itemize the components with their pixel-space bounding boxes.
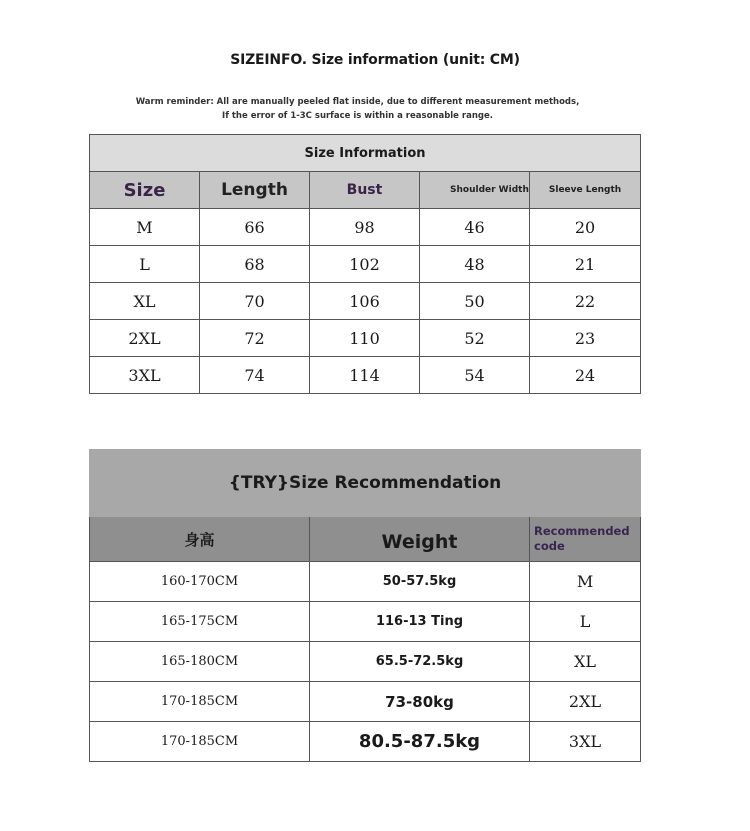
table-cell: 24 (530, 357, 641, 394)
table-cell: M (90, 209, 200, 246)
table-cell: 21 (530, 246, 641, 283)
table-cell: 98 (310, 209, 420, 246)
table-cell: 22 (530, 283, 641, 320)
table-cell: L (90, 246, 200, 283)
recommend-table-caption: {TRY}Size Recommendation (90, 450, 641, 517)
table-cell: 74 (200, 357, 310, 394)
table-cell: 2XL (530, 682, 641, 722)
table-cell: 102 (310, 246, 420, 283)
table-cell: 3XL (530, 722, 641, 762)
table-cell: 170-185CM (90, 722, 310, 762)
table-row (90, 562, 641, 602)
table-row (90, 357, 641, 394)
table-cell: 160-170CM (90, 562, 310, 602)
table-cell: 52 (420, 320, 530, 357)
page-title: SIZEINFO. Size information (unit: CM) (230, 52, 520, 68)
header-size: Size (90, 172, 200, 209)
table-cell: 46 (420, 209, 530, 246)
recommend-table-header-row (90, 517, 641, 562)
header-weight: Weight (310, 517, 530, 562)
table-cell: L (530, 602, 641, 642)
header-height: 身高 (90, 517, 310, 562)
table-cell: 3XL (90, 357, 200, 394)
header-length: Length (200, 172, 310, 209)
table-cell: 165-175CM (90, 602, 310, 642)
table-row (90, 682, 641, 722)
size-table-caption: Size Information (90, 135, 641, 172)
table-row (90, 246, 641, 283)
table-cell: XL (530, 642, 641, 682)
table-cell: 70 (200, 283, 310, 320)
header-shoulder-width: Shoulder Width (420, 172, 530, 209)
table-row (90, 602, 641, 642)
table-row (90, 320, 641, 357)
table-row (90, 642, 641, 682)
table-cell: 65.5-72.5kg (310, 642, 530, 682)
header-sleeve-length: Sleeve Length (530, 172, 641, 209)
table-cell: 80.5-87.5kg (310, 722, 530, 762)
table-cell: 165-180CM (90, 642, 310, 682)
table-cell: 110 (310, 320, 420, 357)
table-cell: 72 (200, 320, 310, 357)
table-cell: 23 (530, 320, 641, 357)
table-cell: 50-57.5kg (310, 562, 530, 602)
table-cell: 66 (200, 209, 310, 246)
header-recommended-code: Recommended code (530, 517, 641, 562)
table-row (90, 283, 641, 320)
table-cell: 73-80kg (310, 682, 530, 722)
table-row (90, 722, 641, 762)
table-cell: 68 (200, 246, 310, 283)
reminder-line-1: Warm reminder: All are manually peeled flat inside, due to different measurement methods, (135, 97, 580, 107)
table-cell: 20 (530, 209, 641, 246)
table-row (90, 209, 641, 246)
reminder-line-2: If the error of 1-3C surface is within a reasonable range. (222, 111, 493, 121)
table-cell: 116-13 Ting (310, 602, 530, 642)
table-cell: 106 (310, 283, 420, 320)
size-information-table (89, 134, 641, 394)
table-cell: XL (90, 283, 200, 320)
table-cell: 170-185CM (90, 682, 310, 722)
size-recommendation-table (89, 449, 641, 762)
size-table-header-row (90, 172, 641, 209)
table-cell: M (530, 562, 641, 602)
table-cell: 114 (310, 357, 420, 394)
table-cell: 50 (420, 283, 530, 320)
header-bust: Bust (310, 172, 420, 209)
table-cell: 54 (420, 357, 530, 394)
table-cell: 2XL (90, 320, 200, 357)
table-cell: 48 (420, 246, 530, 283)
